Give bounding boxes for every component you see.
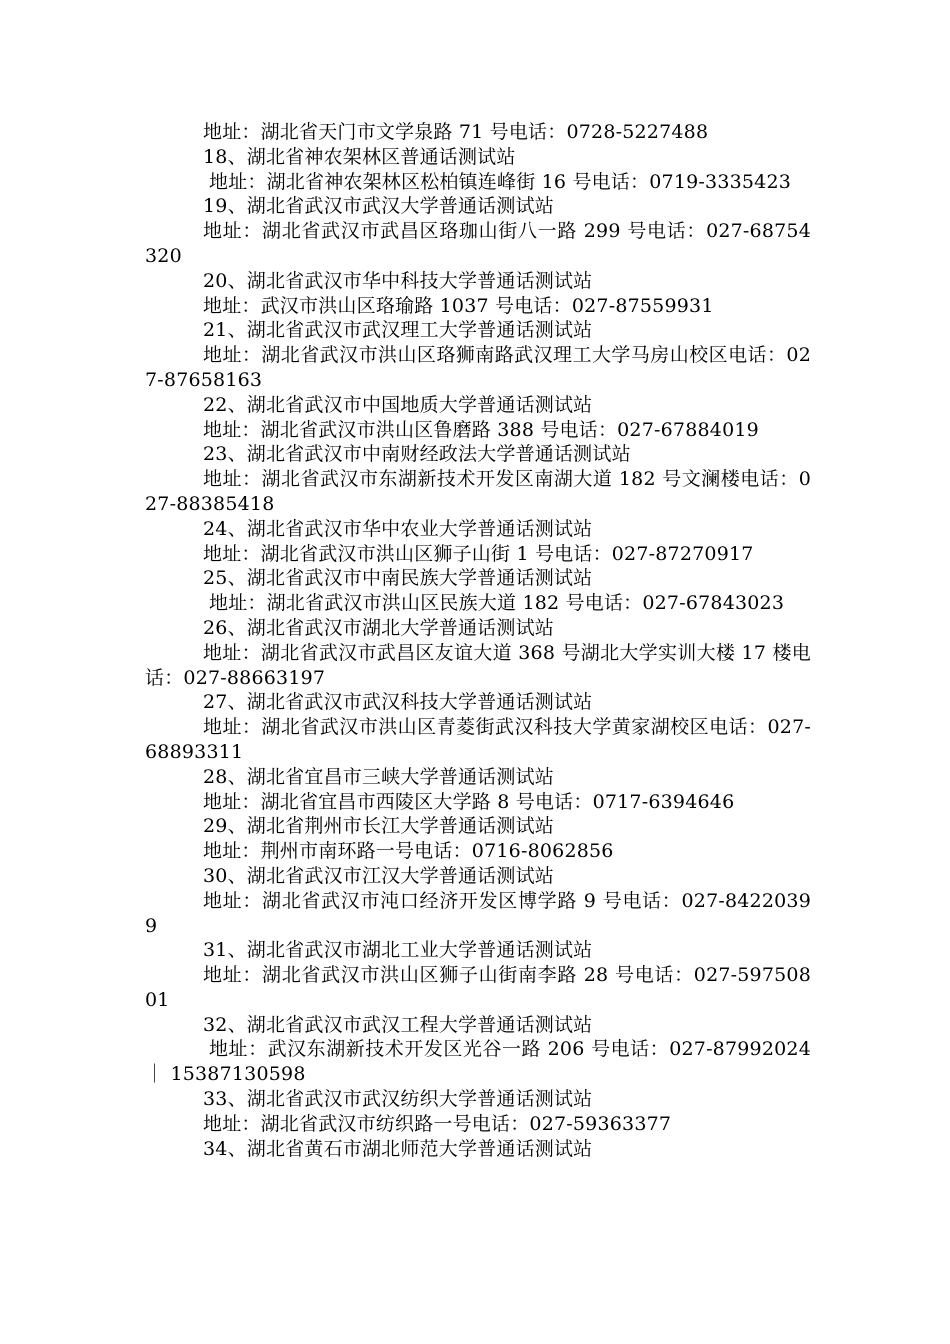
station-heading: 33、湖北省武汉市武汉纺织大学普通话测试站	[203, 1088, 593, 1111]
station-heading: 34、湖北省黄石市湖北师范大学普通话测试站	[203, 1137, 593, 1160]
station-heading: 18、湖北省神农架林区普通话测试站	[203, 145, 516, 168]
station-heading: 32、湖北省武汉市武汉工程大学普通话测试站	[203, 1013, 593, 1036]
address-line: 地址：湖北省武汉市东湖新技术开发区南湖大道 182 号文澜楼电话：027-88385418	[145, 468, 811, 515]
address-line: 地址：湖北省神农架林区松柏镇连峰街 16 号电话：0719-3335423	[209, 170, 792, 193]
address-line: 地址：荆州市南环路一号电话：0716-8062856	[203, 840, 614, 863]
address-line: 地址：湖北省宜昌市西陵区大学路 8 号电话：0717-6394646	[203, 790, 735, 813]
address-line: 地址：湖北省武汉市武昌区友谊大道 368 号湖北大学实训大楼 17 楼电话：027-88663197	[145, 641, 811, 689]
address-line: 地址：湖北省天门市文学泉路 71 号电话：0728-5227488	[203, 121, 709, 143]
station-heading: 26、湖北省武汉市湖北大学普通话测试站	[203, 616, 554, 639]
address-line: 地址：湖北省武汉市纺织路一号电话：027-59363377	[203, 1112, 672, 1135]
station-heading: 28、湖北省宜昌市三峡大学普通话测试站	[203, 765, 554, 788]
address-line: 地址：湖北省武汉市洪山区珞狮南路武汉理工大学马房山校区电话：027-87658163	[145, 344, 811, 391]
station-heading: 19、湖北省武汉市武汉大学普通话测试站	[203, 195, 554, 218]
station-heading: 20、湖北省武汉市华中科技大学普通话测试站	[203, 269, 593, 292]
station-heading: 25、湖北省武汉市中南民族大学普通话测试站	[203, 567, 593, 590]
station-list	[145, 120, 811, 1161]
station-heading: 24、湖北省武汉市华中农业大学普通话测试站	[203, 517, 593, 540]
address-line: 地址：湖北省武汉市洪山区青菱街武汉科技大学黄家湖校区电话：027-68893311	[145, 716, 811, 763]
station-heading: 29、湖北省荆州市长江大学普通话测试站	[203, 815, 554, 838]
address-line: 地址：湖北省武汉市武昌区珞珈山街八一路 299 号电话：027-68754320	[145, 220, 811, 267]
address-line: 地址：湖北省武汉市洪山区鲁磨路 388 号电话：027-67884019	[203, 418, 759, 441]
address-line: 地址：湖北省武汉市洪山区狮子山街南李路 28 号电话：027-59750801	[145, 964, 811, 1011]
station-heading: 30、湖北省武汉市江汉大学普通话测试站	[203, 864, 554, 887]
station-heading: 31、湖北省武汉市湖北工业大学普通话测试站	[203, 939, 593, 962]
address-line: 地址：武汉东湖新技术开发区光谷一路 206 号电话：027-87992024 ｜ 15387130598	[145, 1038, 811, 1086]
station-heading: 22、湖北省武汉市中国地质大学普通话测试站	[203, 393, 593, 416]
address-line: 地址：湖北省武汉市沌口经济开发区博学路 9 号电话：027-84220399	[145, 889, 811, 937]
address-line: 地址：湖北省武汉市洪山区狮子山街 1 号电话：027-87270917	[203, 542, 754, 565]
address-line: 地址：湖北省武汉市洪山区民族大道 182 号电话：027-67843023	[209, 592, 785, 615]
station-heading: 27、湖北省武汉市武汉科技大学普通话测试站	[203, 691, 593, 714]
station-heading: 21、湖北省武汉市武汉理工大学普通话测试站	[203, 319, 593, 342]
address-line: 地址：武汉市洪山区珞瑜路 1037 号电话：027-87559931	[203, 294, 714, 317]
station-heading: 23、湖北省武汉市中南财经政法大学普通话测试站	[203, 443, 631, 466]
